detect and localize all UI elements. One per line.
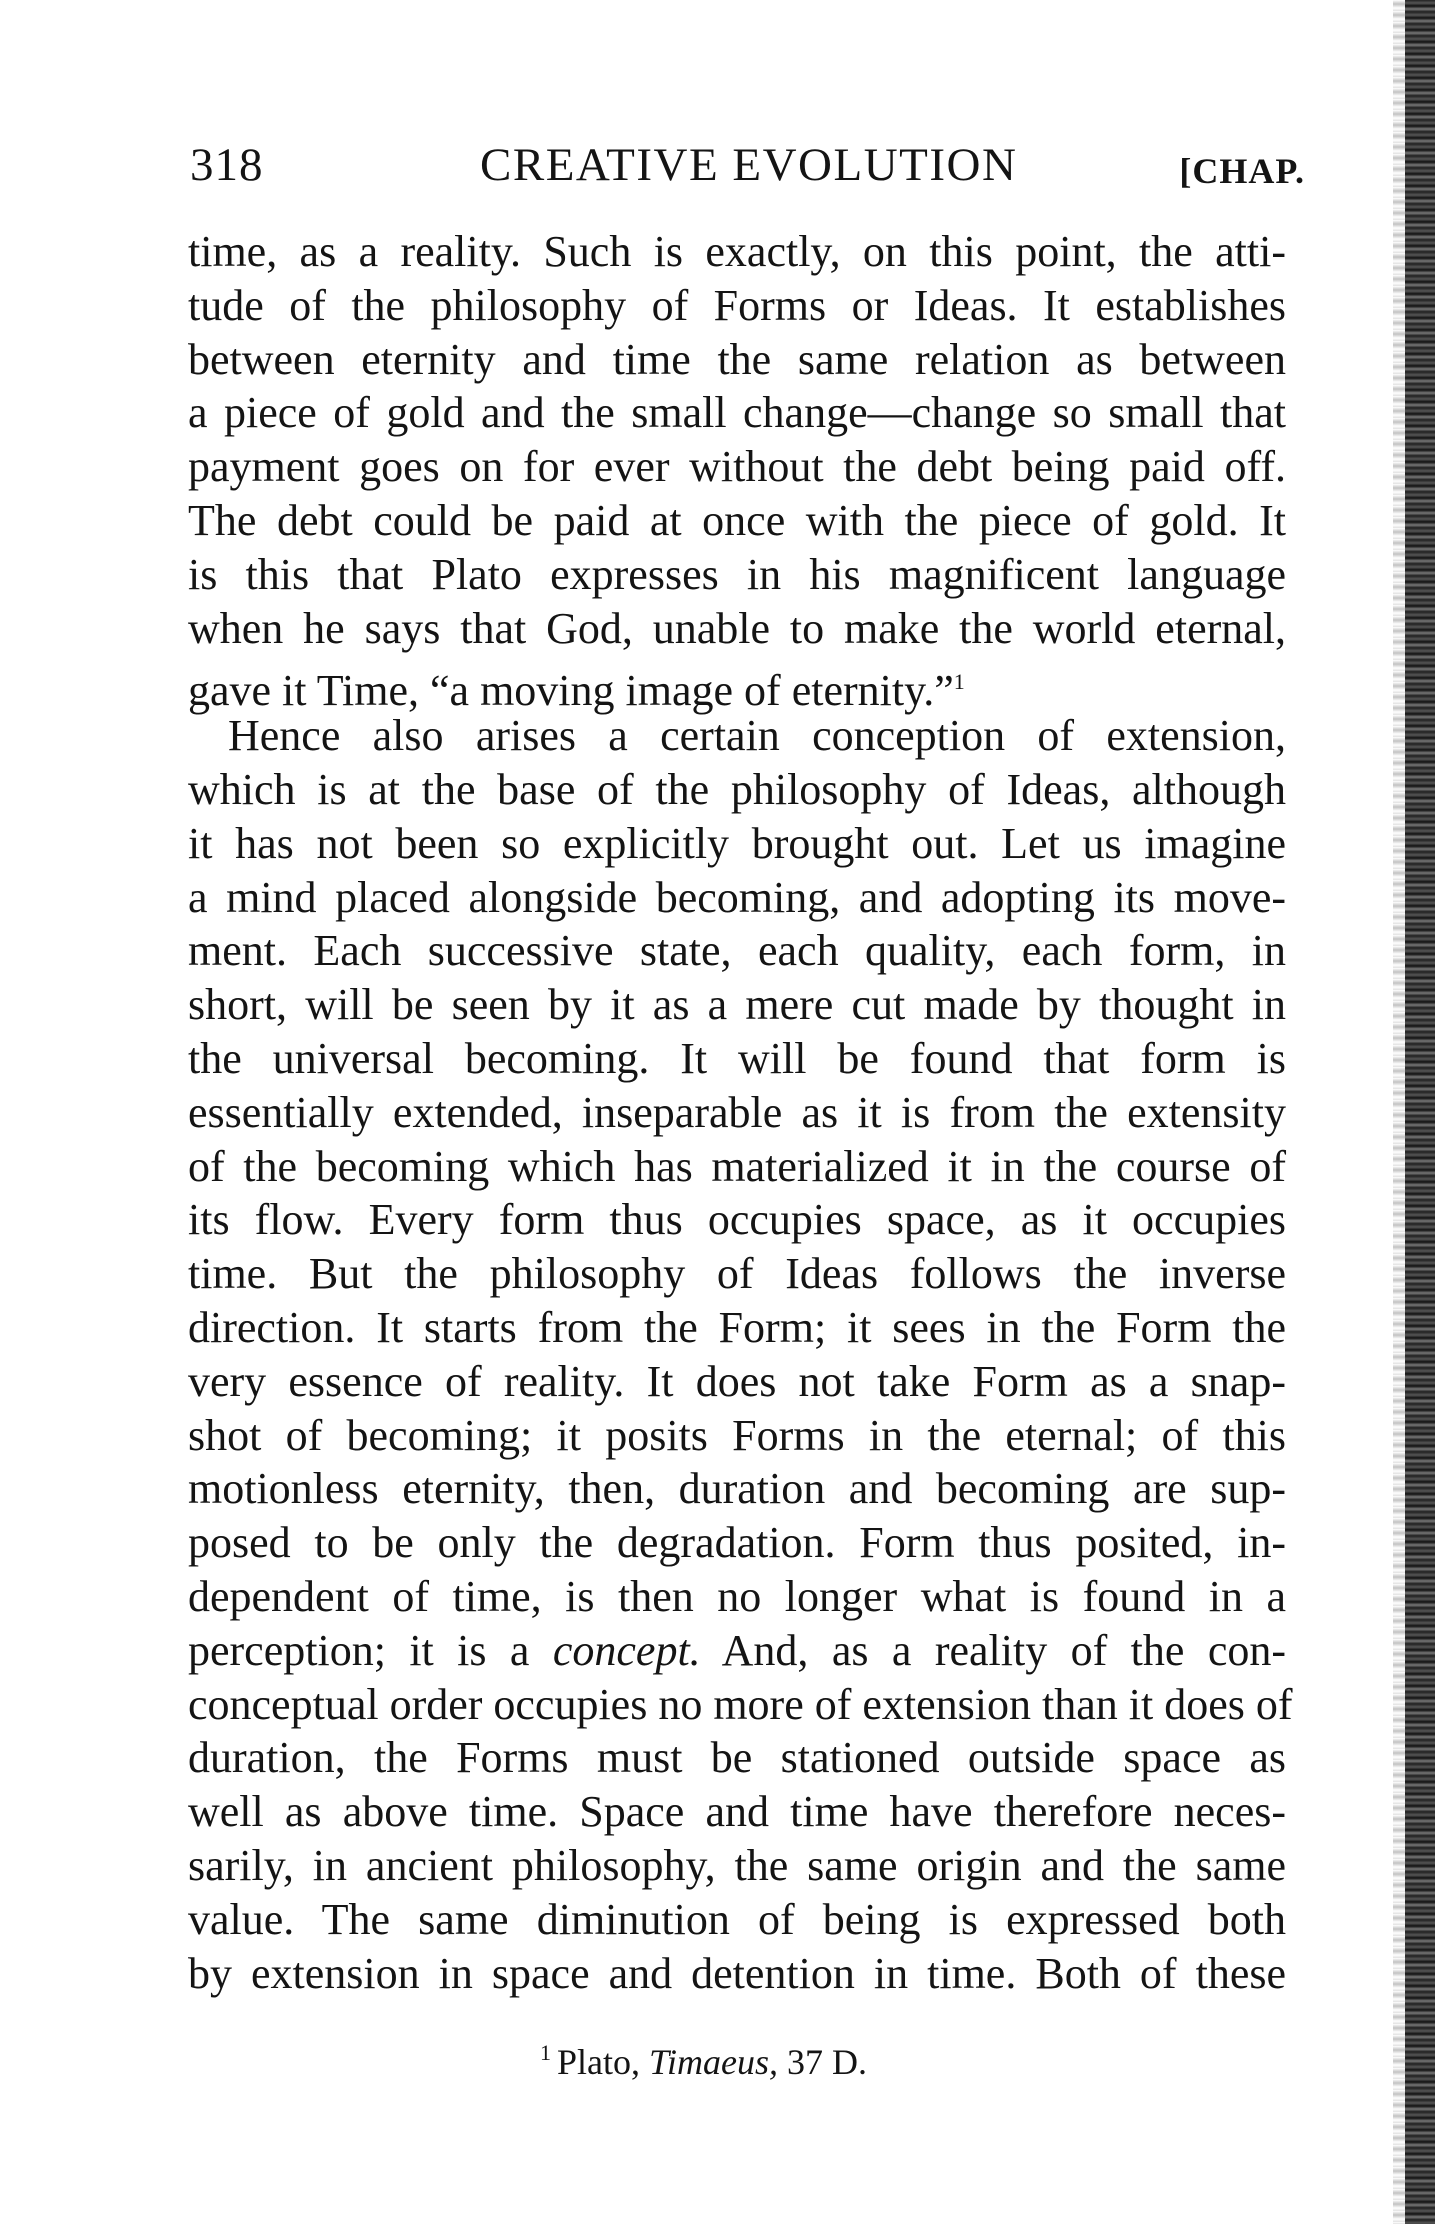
text-line: by extension in space and detention in time. Both of these	[188, 1948, 1286, 1998]
text-line: payment goes on for ever without the debt being paid off.	[188, 442, 1286, 492]
text-line-with-italic	[188, 1624, 1286, 1678]
text-line-tail: And, as a reality of the con-	[721, 1625, 1286, 1675]
running-header	[190, 138, 1305, 198]
text-line-paragraph-start: Hence also arises a certain conception of extension,	[228, 711, 1286, 761]
text-line: duration, the Forms must be stationed outside space as	[188, 1733, 1286, 1783]
text-line-content: gave it Time, “a moving image of eternity.”	[188, 666, 954, 716]
text-line: shot of becoming; it posits Forms in the eternal; of this	[188, 1410, 1286, 1460]
text-line: time, as a reality. Such is exactly, on this point, the atti-	[188, 227, 1286, 276]
scan-edge-shadow	[1405, 0, 1435, 2224]
running-title: CREATIVE EVOLUTION	[480, 139, 1018, 191]
text-line: well as above time. Space and time have therefore neces-	[188, 1787, 1286, 1837]
footnote-author: Plato,	[557, 2042, 641, 2082]
text-line: sarily, in ancient philosophy, the same origin and the same	[188, 1840, 1286, 1890]
text-line: a mind placed alongside becoming, and adopting its move-	[188, 872, 1286, 922]
footnote-number: 1	[540, 2040, 551, 2065]
scan-edge-noise	[1393, 0, 1405, 2224]
footnote-ref-letter: D.	[832, 2042, 868, 2082]
footnote-ref-number: 37	[787, 2042, 824, 2082]
text-line-head: perception; it is a	[188, 1625, 530, 1675]
footnote	[540, 2040, 867, 2083]
text-line: the universal becoming. It will be found that form is	[188, 1033, 1286, 1083]
text-line: essentially extended, inseparable as it is from the extensity	[188, 1087, 1286, 1137]
text-line: The debt could be paid at once with the piece of gold. It	[188, 495, 1286, 545]
text-line: short, will be seen by it as a mere cut made by thought in	[188, 980, 1286, 1030]
text-line: which is at the base of the philosophy of Ideas, although	[188, 764, 1286, 814]
footnote-work: Timaeus,	[649, 2042, 779, 2082]
text-line: motionless eternity, then, duration and becoming are sup-	[188, 1464, 1286, 1514]
chapter-mark: [CHAP.	[1179, 151, 1305, 191]
body-text	[188, 225, 1293, 2000]
footnote-marker: 1	[953, 669, 965, 695]
text-line: of the becoming which has materialized it in the course of	[188, 1141, 1286, 1191]
text-line: a piece of gold and the small change—change so small that	[188, 388, 1286, 438]
text-line-paragraph-end	[188, 655, 1286, 716]
text-line: value. The same diminution of being is expressed both	[188, 1894, 1286, 1944]
text-line: is this that Plato expresses in his magnificent language	[188, 549, 1286, 599]
text-line: dependent of time, is then no longer what is found in a	[188, 1571, 1286, 1621]
italic-term: concept.	[552, 1625, 701, 1675]
text-line: direction. It starts from the Form; it sees in the Form the	[188, 1302, 1286, 1352]
text-line: between eternity and time the same relation as between	[188, 334, 1286, 384]
text-line: time. But the philosophy of Ideas follows the inverse	[188, 1249, 1286, 1299]
text-line: ment. Each successive state, each quality, each form, in	[188, 926, 1286, 976]
text-line: posed to be only the degradation. Form thus posited, in-	[188, 1518, 1286, 1568]
text-line: it has not been so explicitly brought out. Let us imagine	[188, 818, 1286, 868]
text-line: conceptual order occupies no more of extension than it does of	[188, 1679, 1293, 1729]
text-line: very essence of reality. It does not take Form as a snap-	[188, 1356, 1286, 1406]
text-line: tude of the philosophy of Forms or Ideas. It establishes	[188, 280, 1286, 330]
text-line: when he says that God, unable to make the world eternal,	[188, 603, 1286, 653]
text-line: its flow. Every form thus occupies space, as it occupies	[188, 1195, 1286, 1245]
page-number: 318	[190, 139, 264, 191]
